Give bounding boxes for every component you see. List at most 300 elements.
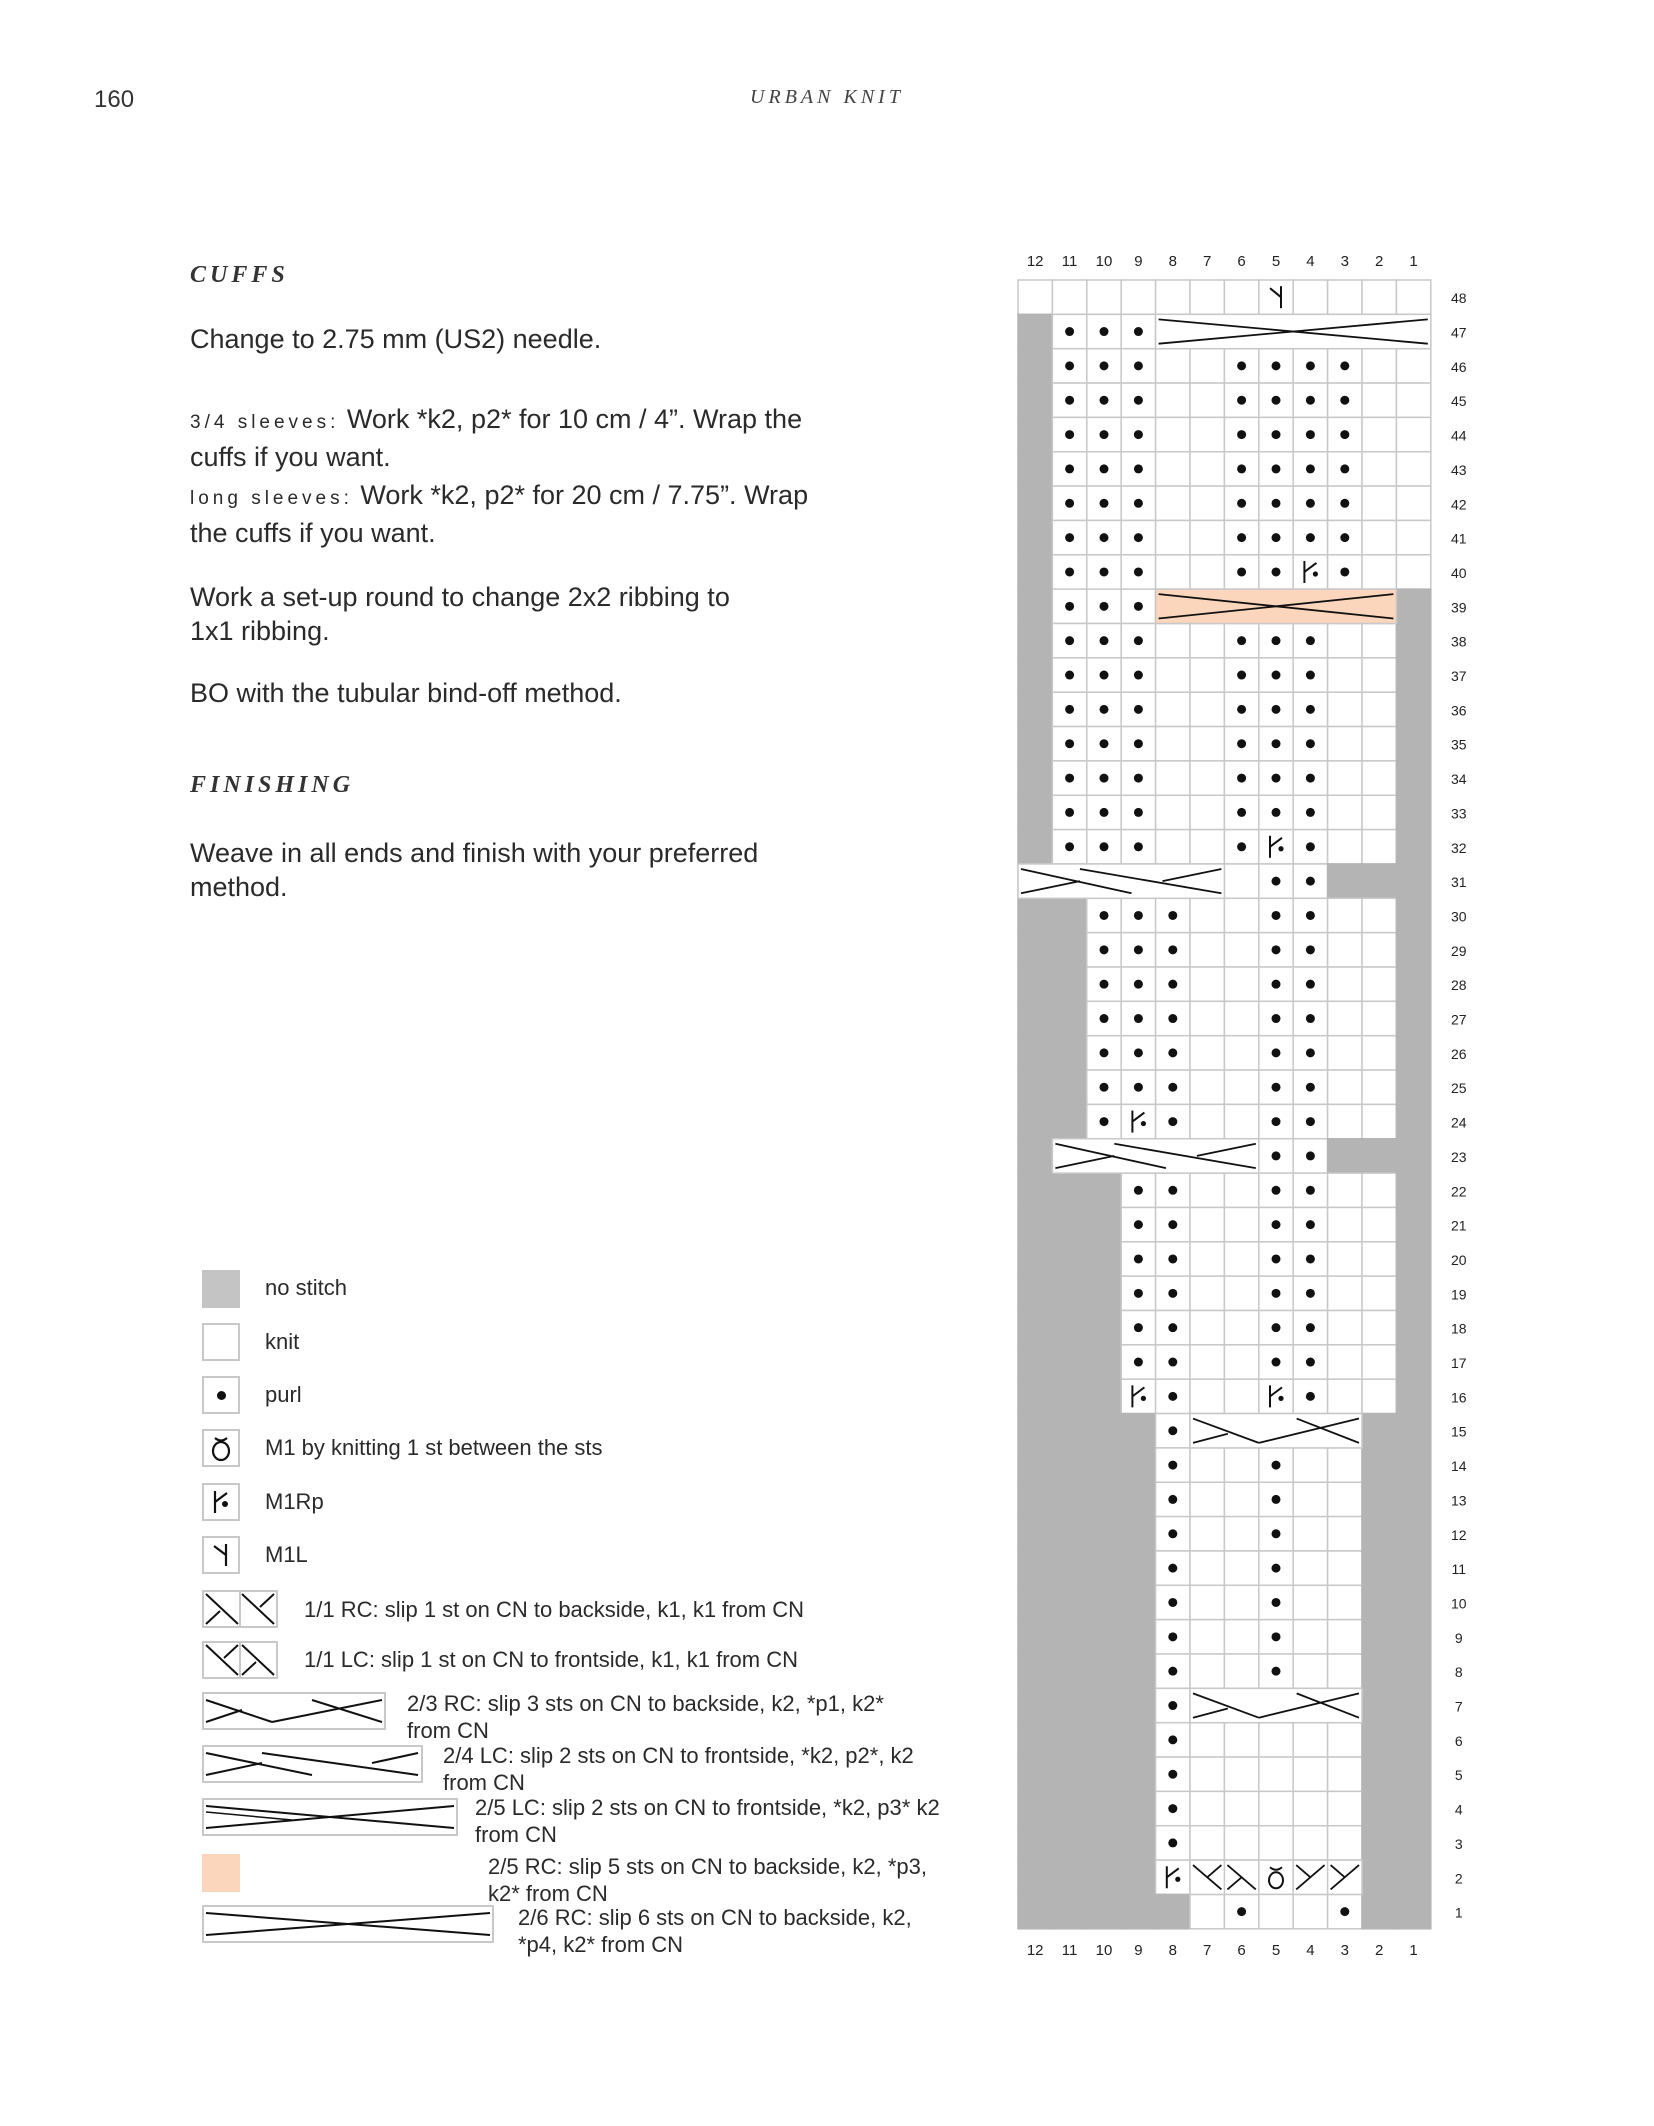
chart-cell <box>1293 1826 1327 1860</box>
chart-cell <box>1018 280 1052 314</box>
chart-cell <box>1121 1551 1155 1585</box>
purl-dot <box>1272 945 1281 954</box>
chart-cell <box>1018 1757 1052 1791</box>
purl-dot <box>1168 1701 1177 1710</box>
purl-dot <box>1100 533 1109 542</box>
m1rp-dot <box>1278 846 1283 851</box>
purl-dot <box>1237 464 1246 473</box>
purl-dot <box>1272 361 1281 370</box>
chart-cell <box>1190 1345 1224 1379</box>
chart-cell <box>1121 1654 1155 1688</box>
chart-cell <box>1328 1379 1362 1413</box>
purl-dot <box>1100 499 1109 508</box>
purl-dot <box>1237 705 1246 714</box>
chart-cell <box>1190 1070 1224 1104</box>
row-number: 34 <box>1451 771 1467 788</box>
chart-cell <box>1087 1311 1121 1345</box>
chart-cell <box>1190 1723 1224 1757</box>
chart-cell <box>1396 761 1430 795</box>
purl-dot <box>1134 980 1143 989</box>
chart-cell <box>1156 624 1190 658</box>
chart-cell <box>1018 1070 1052 1104</box>
purl-dot <box>1134 636 1143 645</box>
purl-dot <box>1065 327 1074 336</box>
chart-cell <box>1190 452 1224 486</box>
chart-cell <box>1018 1688 1052 1722</box>
chart-cell <box>1396 1070 1430 1104</box>
chart-cell <box>1224 1242 1258 1276</box>
chart-cell <box>1190 727 1224 761</box>
chart-cell <box>1190 1311 1224 1345</box>
chart-cell <box>1396 1448 1430 1482</box>
legend-m1-swatch <box>202 1429 240 1467</box>
purl-dot <box>1237 808 1246 817</box>
chart-cell <box>1121 1104 1155 1138</box>
chart-cell <box>1052 1791 1086 1825</box>
chart-cell <box>1328 1448 1362 1482</box>
chart-cell <box>1087 1345 1121 1379</box>
purl-dot <box>1306 911 1315 920</box>
chart-cell <box>1018 1791 1052 1825</box>
chart-cell <box>1087 1276 1121 1310</box>
chart-cell <box>1156 761 1190 795</box>
purl-dot <box>1168 1529 1177 1538</box>
purl-dot <box>1065 808 1074 817</box>
chart-cell <box>1018 1311 1052 1345</box>
long-sleeves-instruction <box>190 478 810 550</box>
chart-cell <box>1362 1276 1396 1310</box>
chart-cell <box>1328 1311 1362 1345</box>
chart-cell <box>1224 933 1258 967</box>
purl-dot <box>1272 499 1281 508</box>
purl-dot <box>1237 1907 1246 1916</box>
chart-cell <box>1224 1654 1258 1688</box>
chart-cell <box>1190 933 1224 967</box>
chart-cell <box>1224 1620 1258 1654</box>
purl-dot <box>1168 1392 1177 1401</box>
purl-dot <box>1134 705 1143 714</box>
purl-dot <box>1134 1323 1143 1332</box>
purl-dot <box>1134 327 1143 336</box>
chart-cell <box>1018 1894 1052 1928</box>
chart-cell <box>1328 1723 1362 1757</box>
chart-cell <box>1190 1654 1224 1688</box>
chart-cell <box>1362 1517 1396 1551</box>
row-number: 6 <box>1454 1732 1463 1749</box>
row-number: 45 <box>1451 393 1467 410</box>
chart-cell <box>1156 1860 1190 1894</box>
purl-dot <box>1134 1048 1143 1057</box>
purl-dot <box>1306 361 1315 370</box>
chart-cell <box>1224 1070 1258 1104</box>
purl-dot <box>1100 464 1109 473</box>
chart-cell <box>1087 1379 1121 1413</box>
chart-cell <box>1362 1036 1396 1070</box>
chart-cell <box>1224 1379 1258 1413</box>
chart-cell <box>1121 1379 1155 1413</box>
column-label-top: 2 <box>1375 253 1384 270</box>
purl-dot <box>1306 533 1315 542</box>
chart-cell <box>1396 1551 1430 1585</box>
purl-dot <box>1272 980 1281 989</box>
chart-cell <box>1362 1620 1396 1654</box>
chart-cell <box>1190 658 1224 692</box>
chart-cell <box>1362 864 1396 898</box>
purl-dot <box>1168 1770 1177 1779</box>
chart-cell <box>1190 624 1224 658</box>
chart-cell <box>1052 1070 1086 1104</box>
legend-2-5-lc-cable-icon <box>202 1798 458 1836</box>
chart-cell <box>1087 1826 1121 1860</box>
chart-cell <box>1396 1723 1430 1757</box>
purl-dot <box>1272 1667 1281 1676</box>
row-number: 26 <box>1451 1045 1467 1062</box>
chart-cell <box>1052 898 1086 932</box>
chart-cell <box>1018 1860 1052 1894</box>
chart-cell <box>1328 692 1362 726</box>
row-number: 12 <box>1451 1526 1467 1543</box>
chart-cell <box>1328 864 1362 898</box>
column-label-top: 11 <box>1061 253 1078 270</box>
legend-1-1-rc-label: 1/1 RC: slip 1 st on CN to backside, k1, k1 from CN <box>304 1597 805 1622</box>
chart-cell <box>1328 1654 1362 1688</box>
chart-cell <box>1018 830 1052 864</box>
chart-cell <box>1087 1894 1121 1928</box>
chart-cell <box>1362 452 1396 486</box>
chart-cell <box>1328 898 1362 932</box>
purl-dot <box>1272 1254 1281 1263</box>
row-number: 1 <box>1454 1904 1463 1921</box>
chart-cell <box>1396 1311 1430 1345</box>
chart-cell <box>1087 1242 1121 1276</box>
purl-dot <box>1065 636 1074 645</box>
purl-dot <box>1100 808 1109 817</box>
chart-cell <box>1396 1894 1430 1928</box>
purl-dot <box>1272 396 1281 405</box>
column-label-bottom: 12 <box>1026 1941 1044 1959</box>
chart-cell <box>1121 1688 1155 1722</box>
purl-dot <box>1272 1220 1281 1229</box>
chart-cell <box>1018 1001 1052 1035</box>
chart-cell <box>1018 727 1052 761</box>
row-number: 4 <box>1454 1801 1463 1818</box>
chart-cell <box>1087 1207 1121 1241</box>
chart-cell <box>1190 692 1224 726</box>
setup-round-instruction: Work a set-up round to change 2x2 ribbing to 1x1 ribbing. <box>190 582 730 646</box>
chart-cell <box>1362 1448 1396 1482</box>
purl-dot <box>1237 739 1246 748</box>
row-number: 16 <box>1451 1389 1467 1406</box>
purl-dot <box>1237 533 1246 542</box>
purl-dot <box>1100 636 1109 645</box>
purl-dot <box>1134 808 1143 817</box>
chart-cell <box>1018 417 1052 451</box>
chart-cell <box>1052 1723 1086 1757</box>
chart-cell <box>1328 761 1362 795</box>
chart-cell <box>1121 1860 1155 1894</box>
row-number: 3 <box>1454 1835 1463 1852</box>
chart-cell <box>1224 1723 1258 1757</box>
chart-cell <box>1328 1620 1362 1654</box>
column-label-top: 4 <box>1306 253 1315 270</box>
purl-dot <box>1272 1598 1281 1607</box>
purl-dot <box>1340 430 1349 439</box>
purl-dot <box>1100 842 1109 851</box>
chart-cell <box>1293 1791 1327 1825</box>
purl-dot <box>1100 774 1109 783</box>
chart-cell <box>1087 1791 1121 1825</box>
chart-cell <box>1259 1860 1293 1894</box>
chart-cell <box>1156 795 1190 829</box>
row-number: 44 <box>1451 427 1467 444</box>
purl-dot <box>1134 499 1143 508</box>
row-number: 5 <box>1454 1767 1463 1784</box>
chart-cell <box>1362 486 1396 520</box>
chart-cell <box>1224 1757 1258 1791</box>
chart-cell <box>1018 795 1052 829</box>
chart-cell <box>1052 1242 1086 1276</box>
m1rp-dot <box>1175 1877 1180 1882</box>
chart-cell <box>1259 1894 1293 1928</box>
chart-cell <box>1396 520 1430 554</box>
legend-2-4-lc-label: 2/4 LC: slip 2 sts on CN to frontside, *k2, p2*, k2 from CN <box>443 1743 914 1795</box>
chart-cell <box>1362 417 1396 451</box>
chart-cell <box>1224 1585 1258 1619</box>
column-label-top: 6 <box>1237 253 1246 270</box>
row-number: 32 <box>1451 839 1467 856</box>
m1rp-dot <box>1141 1121 1146 1126</box>
chart-cell <box>1328 1001 1362 1035</box>
row-number: 31 <box>1451 874 1467 891</box>
page-number: 160 <box>94 86 135 113</box>
chart-cell <box>1018 555 1052 589</box>
purl-dot <box>1272 430 1281 439</box>
chart-cell <box>1087 1551 1121 1585</box>
chart-cell <box>1018 520 1052 554</box>
chart-cell <box>1396 1104 1430 1138</box>
chart-cell <box>1362 1242 1396 1276</box>
chart-cell <box>1396 1276 1430 1310</box>
column-label-bottom: 2 <box>1375 1941 1384 1959</box>
purl-dot <box>1340 396 1349 405</box>
purl-dot <box>1272 1117 1281 1126</box>
legend-2-3-rc-cable-icon <box>202 1692 386 1730</box>
purl-dot <box>1168 1461 1177 1470</box>
purl-dot <box>1168 1048 1177 1057</box>
chart-cell <box>1396 658 1430 692</box>
row-number: 9 <box>1454 1629 1463 1646</box>
purl-dot <box>1306 1048 1315 1057</box>
chart-cell <box>1328 1207 1362 1241</box>
legend-knit-label: knit <box>265 1329 300 1354</box>
chart-cell <box>1396 727 1430 761</box>
chart-cell <box>1190 1036 1224 1070</box>
purl-dot <box>1272 808 1281 817</box>
chart-cell <box>1018 1826 1052 1860</box>
row-number: 30 <box>1451 908 1467 925</box>
chart-cell <box>1190 761 1224 795</box>
chart-cell <box>1018 692 1052 726</box>
legend-purl-swatch <box>202 1376 240 1414</box>
chart-cell <box>1328 1517 1362 1551</box>
chart-cell <box>1224 1551 1258 1585</box>
chart-cell <box>1396 1826 1430 1860</box>
chart-cell <box>1362 1688 1396 1722</box>
column-label-top: 10 <box>1095 253 1113 270</box>
legend-2-6-rc-cable-icon <box>202 1905 494 1943</box>
purl-dot <box>1272 636 1281 645</box>
chart-cell <box>1362 1414 1396 1448</box>
column-label-top: 9 <box>1134 253 1143 270</box>
chart-cell <box>1293 555 1327 589</box>
chart-cell <box>1362 1585 1396 1619</box>
chart-cell <box>1121 1791 1155 1825</box>
chart-cell <box>1190 1379 1224 1413</box>
chart-cell <box>1293 1448 1327 1482</box>
three-quarter-sleeves-instruction <box>190 402 810 474</box>
chart-cell <box>1328 1551 1362 1585</box>
purl-dot <box>1168 1117 1177 1126</box>
purl-dot <box>1168 1564 1177 1573</box>
chart-cell <box>1121 1585 1155 1619</box>
chart-cell <box>1018 658 1052 692</box>
purl-dot <box>1306 430 1315 439</box>
chart-cell <box>1259 1826 1293 1860</box>
purl-dot <box>1134 1254 1143 1263</box>
chart-cell <box>1052 1757 1086 1791</box>
chart-cell <box>1121 280 1155 314</box>
purl-dot <box>1272 1014 1281 1023</box>
chart-cell <box>1087 1654 1121 1688</box>
chart-cell <box>1018 1654 1052 1688</box>
chart-cell <box>1190 555 1224 589</box>
chart-cell <box>1362 555 1396 589</box>
purl-dot <box>1100 1048 1109 1057</box>
purl-dot <box>1272 739 1281 748</box>
chart-cell <box>1087 1757 1121 1791</box>
legend-knit-swatch <box>202 1323 240 1361</box>
purl-dot <box>1065 533 1074 542</box>
legend-m1l-label: M1L <box>265 1542 308 1567</box>
column-label-top: 3 <box>1340 253 1349 270</box>
purl-dot <box>1237 671 1246 680</box>
chart-cell <box>1190 1791 1224 1825</box>
chart-cell <box>1190 1104 1224 1138</box>
chart-cell <box>1224 1036 1258 1070</box>
purl-dot <box>1168 1289 1177 1298</box>
chart-cell <box>1190 1242 1224 1276</box>
chart-cell <box>1018 486 1052 520</box>
row-number: 38 <box>1451 633 1467 650</box>
needle-instruction: Change to 2.75 mm (US2) needle. <box>190 324 602 354</box>
chart-cell <box>1052 1448 1086 1482</box>
purl-dot <box>1306 774 1315 783</box>
purl-dot <box>1306 945 1315 954</box>
chart-cell <box>1396 1860 1430 1894</box>
chart-cell <box>1087 1620 1121 1654</box>
purl-dot <box>1134 739 1143 748</box>
chart-cell <box>1052 1207 1086 1241</box>
chart-cell <box>1190 1551 1224 1585</box>
chart-cell <box>1156 692 1190 726</box>
chart-cell <box>1396 1001 1430 1035</box>
purl-dot <box>1306 1323 1315 1332</box>
purl-dot <box>1065 430 1074 439</box>
chart-cell <box>1396 349 1430 383</box>
chart-cell <box>1362 830 1396 864</box>
chart-cell <box>1018 1276 1052 1310</box>
purl-dot <box>1134 533 1143 542</box>
purl-dot <box>1237 396 1246 405</box>
chart-cell <box>1362 1139 1396 1173</box>
chart-cell <box>1087 1517 1121 1551</box>
chart-cell <box>1018 761 1052 795</box>
chart-cell <box>1362 727 1396 761</box>
purl-dot <box>1065 842 1074 851</box>
chart-cell <box>1018 1620 1052 1654</box>
chart-cell <box>1328 1585 1362 1619</box>
purl-dot <box>1272 877 1281 886</box>
chart-cell <box>1328 727 1362 761</box>
chart-cell <box>1121 1517 1155 1551</box>
chart-cell <box>1328 967 1362 1001</box>
chart-cell <box>1190 349 1224 383</box>
row-number: 21 <box>1451 1217 1467 1234</box>
chart-cell <box>1018 1414 1052 1448</box>
purl-dot <box>1237 361 1246 370</box>
chart-cell <box>1259 830 1293 864</box>
chart-cell <box>1293 1585 1327 1619</box>
purl-dot <box>1134 671 1143 680</box>
purl-dot <box>1168 1426 1177 1435</box>
chart-cell <box>1018 1242 1052 1276</box>
chart-cell <box>1224 967 1258 1001</box>
purl-dot <box>1134 774 1143 783</box>
column-label-top: 7 <box>1203 253 1212 270</box>
chart-cell <box>1190 383 1224 417</box>
chart-cell <box>1052 1379 1086 1413</box>
chart-cell <box>1156 727 1190 761</box>
chart-cell <box>1362 795 1396 829</box>
cable-cell <box>1052 1139 1258 1173</box>
purl-dot <box>1168 911 1177 920</box>
legend-m1rp-label: M1Rp <box>265 1489 324 1514</box>
chart-cell <box>1362 1070 1396 1104</box>
chart-cell <box>1362 1173 1396 1207</box>
purl-dot <box>1306 1083 1315 1092</box>
chart-cell <box>1362 1345 1396 1379</box>
chart-cell <box>1396 417 1430 451</box>
purl-dot <box>1168 1598 1177 1607</box>
chart-cell <box>1190 1173 1224 1207</box>
chart-cell <box>1362 1791 1396 1825</box>
chart-cell <box>1362 692 1396 726</box>
chart-cell <box>1190 1482 1224 1516</box>
chart-cell <box>1328 1242 1362 1276</box>
chart-cell <box>1328 1482 1362 1516</box>
chart-cell <box>1018 383 1052 417</box>
legend-m1-label: M1 by knitting 1 st between the sts <box>265 1435 603 1460</box>
purl-dot <box>1306 842 1315 851</box>
chart-cell <box>1362 1551 1396 1585</box>
row-number: 8 <box>1454 1664 1463 1681</box>
chart-cell <box>1018 1723 1052 1757</box>
purl-dot <box>1340 1907 1349 1916</box>
purl-dot <box>1065 464 1074 473</box>
purl-dot <box>1168 980 1177 989</box>
chart-cell <box>1396 864 1430 898</box>
cable-cell <box>1190 1688 1362 1722</box>
